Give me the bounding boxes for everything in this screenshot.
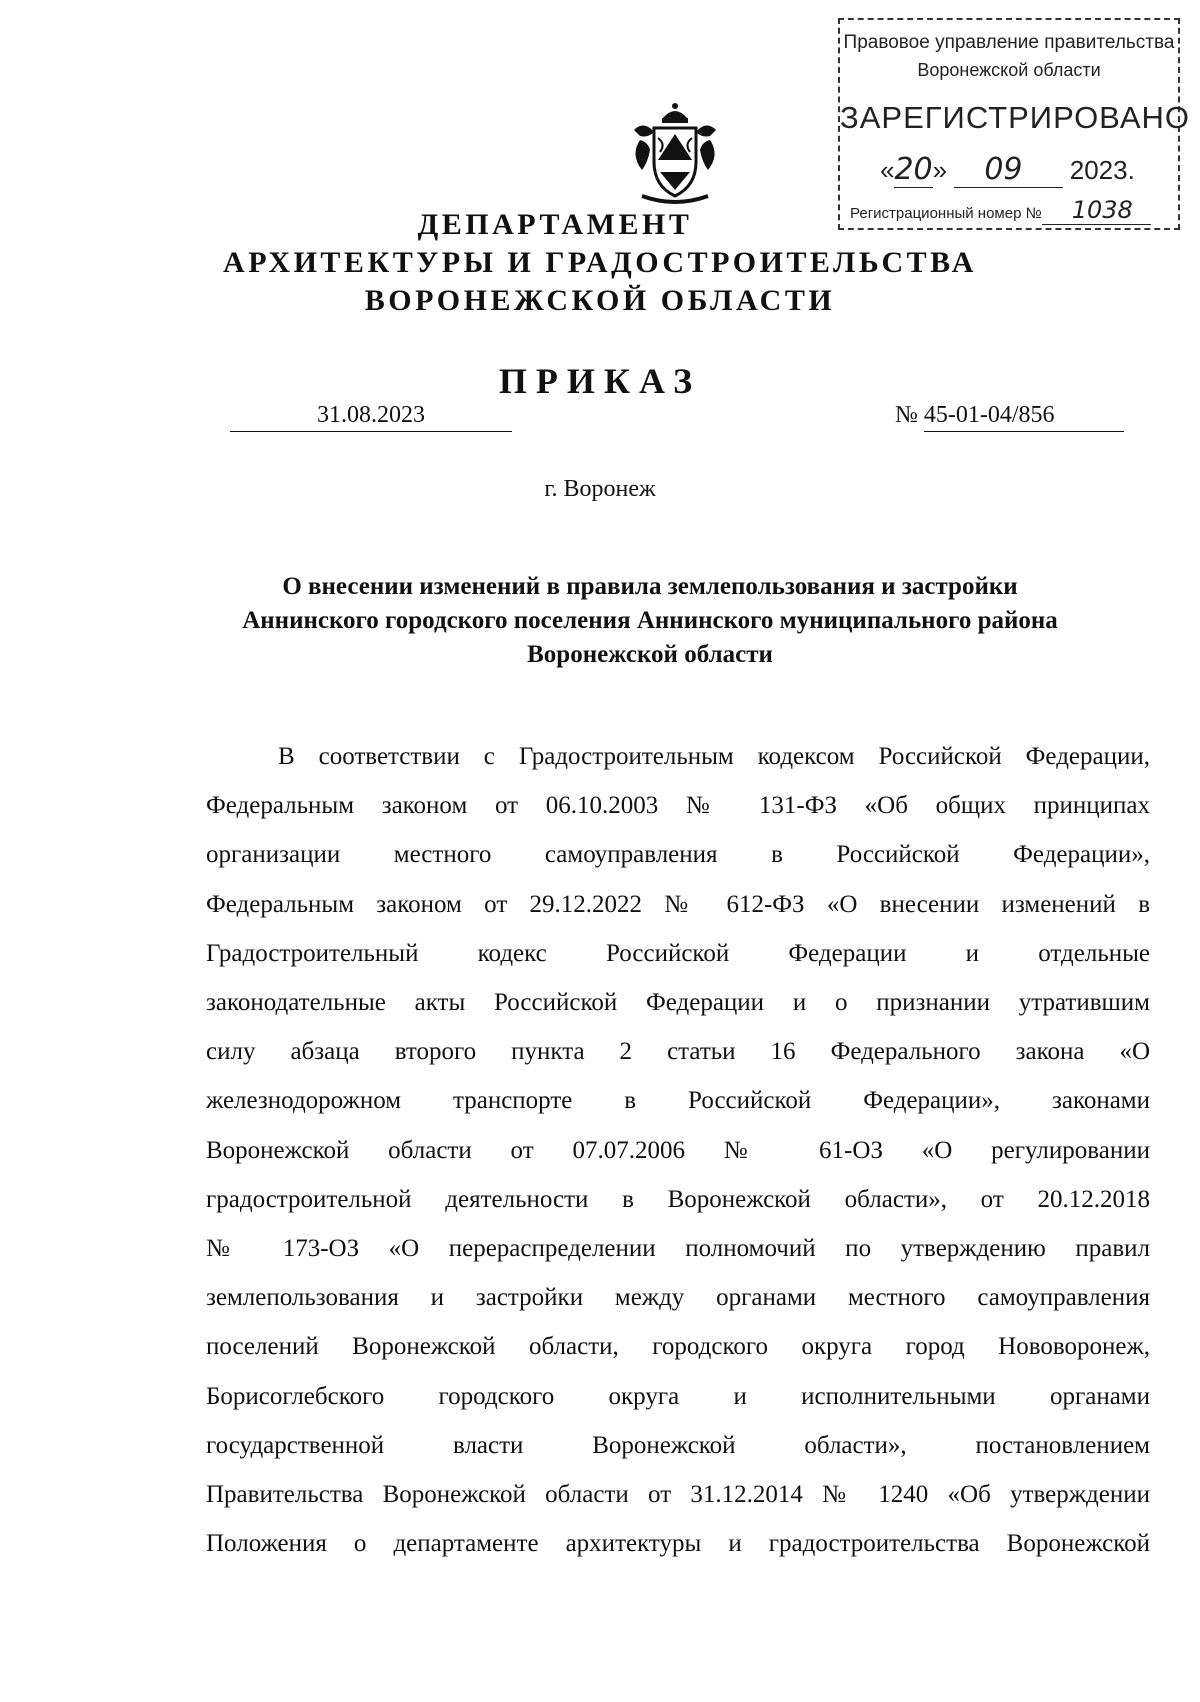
stamp-line-2: Воронежской области xyxy=(917,60,1101,80)
order-title xyxy=(180,570,1120,672)
city: г. Воронеж xyxy=(544,476,656,502)
body-line: поселений Воронежской области, городского округа город Нововоронеж, xyxy=(206,1333,1150,1361)
body-line: Федеральным законом от 06.10.2003 № 131-ФЗ «Об общих принципах xyxy=(206,792,1150,820)
body-line: № 173-ОЗ «О перераспределении полномочий по утверждению правил xyxy=(206,1235,1150,1263)
body-line: организации местного самоуправления в Российской Федерации», xyxy=(206,841,1150,869)
document-type: ПРИКАЗ xyxy=(498,361,702,401)
title-line-2: Аннинского городского поселения Аннинского муниципального района xyxy=(242,607,1058,634)
stamp-registered: ЗАРЕГИСТРИРОВАНО xyxy=(840,100,1191,135)
stamp-line-1: Правовое управление правительства xyxy=(843,32,1175,53)
dept-line-3: ВОРОНЕЖСКОЙ ОБЛАСТИ xyxy=(364,284,836,317)
order-number xyxy=(895,402,1124,432)
stamp-month: 09 xyxy=(954,152,1062,188)
body-line: железнодорожном транспорте в Российской Федерации», законами xyxy=(206,1087,1150,1115)
body-line: силу абзаца второго пункта 2 статьи 16 Федерального закона «О xyxy=(206,1038,1150,1066)
order-date: 31.08.2023 xyxy=(230,402,512,432)
stamp-date: «20» 09 2023. xyxy=(880,152,1135,187)
stamp-day: 20 xyxy=(894,152,933,187)
title-line-1: О внесении изменений в правила землепользования и застройки xyxy=(282,573,1018,600)
body-line: Градостроительный кодекс Российской Федерации и отдельные xyxy=(206,939,1150,967)
order-body xyxy=(206,732,1150,1568)
body-line: Правительства Воронежской области от 31.12.2014 № 1240 «Об утверждении xyxy=(206,1481,1150,1509)
department-name xyxy=(0,206,1200,320)
number-value: 45-01-04/856 xyxy=(924,402,1124,432)
body-line: Положения о департаменте архитектуры и градостроительства Воронежской xyxy=(206,1530,1150,1558)
body-line: В соответствии с Градостроительным кодексом Российской Федерации, xyxy=(278,743,1150,770)
title-line-3: Воронежской области xyxy=(527,641,773,668)
registration-stamp xyxy=(838,18,1191,230)
body-line: землепользования и застройки между органами местного самоуправления xyxy=(206,1284,1150,1312)
body-line: законодательные акты Российской Федерации и о признании утратившим xyxy=(206,989,1150,1017)
stamp-reg-label: Регистрационный номер № xyxy=(850,205,1042,222)
coat-of-arms-icon xyxy=(620,100,730,210)
body-line: Воронежской области от 07.07.2006 № 61-ОЗ «О регулировании xyxy=(206,1136,1150,1164)
stamp-reg-value: 1038 xyxy=(1042,196,1151,225)
dept-line-1: ДЕПАРТАМЕНТ xyxy=(417,208,693,241)
dept-line-2: АРХИТЕКТУРЫ И ГРАДОСТРОИТЕЛЬСТВА xyxy=(223,246,977,279)
number-sign: № xyxy=(895,402,918,428)
body-line: Федеральным законом от 29.12.2022 № 612-ФЗ «О внесении изменений в xyxy=(206,890,1150,918)
body-line: государственной власти Воронежской области», постановлением xyxy=(206,1431,1150,1459)
body-line: градостроительной деятельности в Воронежской области», от 20.12.2018 xyxy=(206,1185,1150,1213)
stamp-year: 2023. xyxy=(1069,155,1135,185)
body-line: Борисоглебского городского округа и исполнительными органами xyxy=(206,1382,1150,1410)
